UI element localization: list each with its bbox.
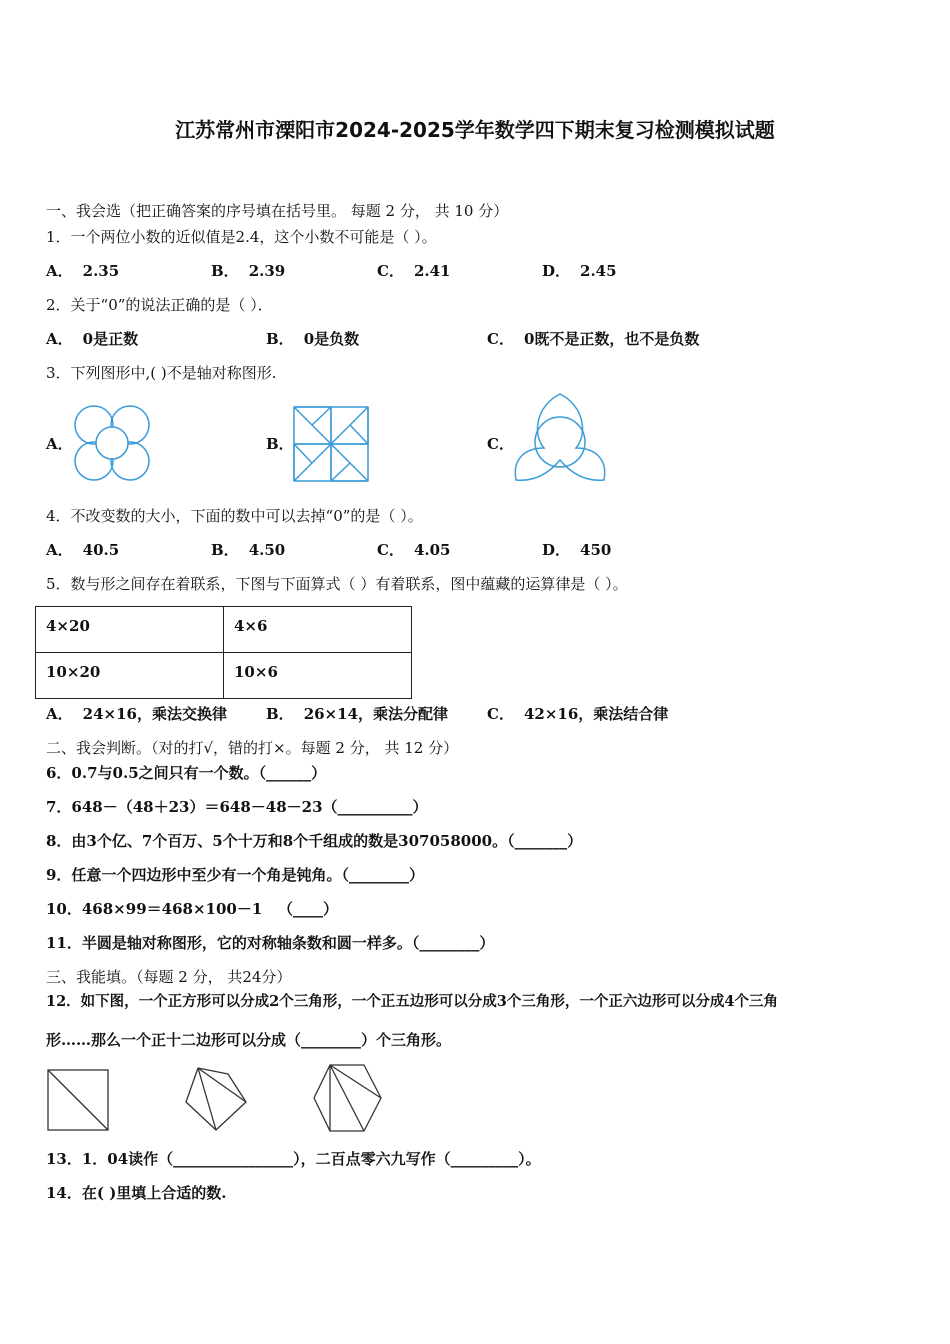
- question-1: 1．一个两位小数的近似值是2.4，这个小数不可能是（ ）。: [46, 228, 437, 246]
- pentagon-figure: [184, 1064, 250, 1134]
- q1-option-c: C． 2.41: [377, 262, 451, 280]
- q4-option-a: A． 40.5: [46, 541, 120, 559]
- q5-option-b: B． 26×14，乘法分配律: [266, 705, 449, 723]
- question-10-blank: （____）: [278, 900, 339, 918]
- q2-option-c: C． 0既不是正数，也不是负数: [487, 330, 700, 348]
- q1-option-a: A． 2.35: [46, 262, 120, 280]
- question-2: 2．关于“0”的说法正确的是（ ）．: [46, 296, 273, 314]
- page-title: 江苏常州市溧阳市2024-2025学年数学四下期末复习检测模拟试题: [175, 118, 775, 142]
- grid-cell: 10×6: [224, 653, 412, 699]
- q4-option-d: D． 450: [542, 541, 612, 559]
- q3-label-b: B．: [266, 435, 294, 453]
- section-2-heading: 二、我会判断。（对的打√，错的打×。每题 2 分， 共 12 分）: [46, 739, 459, 757]
- grid-cell: 4×20: [36, 607, 224, 653]
- q1-option-b: B． 2.39: [211, 262, 286, 280]
- q4-option-c: C． 4.05: [377, 541, 451, 559]
- question-13: 13．1．04读作（________________），二百点零六九写作（_________）。: [46, 1150, 541, 1168]
- trefoil-figure: [512, 392, 608, 484]
- q2-option-a: A． 0是正数: [46, 330, 139, 348]
- question-12-line-1: 12．如下图，一个正方形可以分成2个三角形，一个正五边形可以分成3个三角形，一个正六边形可以分成4个三角: [46, 993, 778, 1010]
- grid-cell: 10×20: [36, 653, 224, 699]
- pinwheel-figure: [292, 405, 370, 483]
- square-figure: [46, 1068, 110, 1132]
- q5-option-a: A． 24×16，乘法交换律: [46, 705, 227, 723]
- question-11: 11．半圆是轴对称图形，它的对称轴条数和圆一样多。（________）: [46, 934, 495, 952]
- question-10: 10．468×99＝468×100－1: [46, 900, 263, 918]
- q2-option-b: B． 0是负数: [266, 330, 360, 348]
- question-8: 8．由3个亿、7个百万、5个十万和8个千组成的数是307058000。（_______）: [46, 832, 583, 850]
- product-grid: [35, 606, 412, 699]
- grid-cell: 4×6: [224, 607, 412, 653]
- question-6: 6．0.7与0.5之间只有一个数。（______）: [46, 764, 327, 782]
- section-1-heading: 一、我会选（把正确答案的序号填在括号里。 每题 2 分， 共 10 分）: [46, 202, 509, 220]
- question-3: 3．下列图形中,( )不是轴对称图形.: [46, 364, 277, 382]
- question-9: 9．任意一个四边形中至少有一个角是钝角。（________）: [46, 866, 424, 884]
- q5-option-c: C． 42×16，乘法结合律: [487, 705, 669, 723]
- section-3-heading: 三、我能填。（每题 2 分， 共24分）: [46, 968, 292, 986]
- q3-label-c: C．: [487, 435, 514, 453]
- flower-figure: [72, 404, 152, 482]
- question-12-line-2: 形……那么一个正十二边形可以分成（________）个三角形。: [46, 1031, 452, 1049]
- question-14: 14．在( )里填上合适的数.: [46, 1184, 227, 1202]
- question-4: 4．不改变数的大小，下面的数中可以去掉“0”的是（ ）。: [46, 507, 423, 525]
- q3-label-a: A．: [46, 435, 73, 453]
- question-7: 7．648－（48＋23）＝648－48－23（__________）: [46, 798, 428, 816]
- hexagon-figure: [312, 1062, 384, 1134]
- q1-option-d: D． 2.45: [542, 262, 617, 280]
- q4-option-b: B． 4.50: [211, 541, 286, 559]
- question-5: 5．数与形之间存在着联系，下图与下面算式（ ）有着联系，图中蕴藏的运算律是（ ）。: [46, 575, 628, 593]
